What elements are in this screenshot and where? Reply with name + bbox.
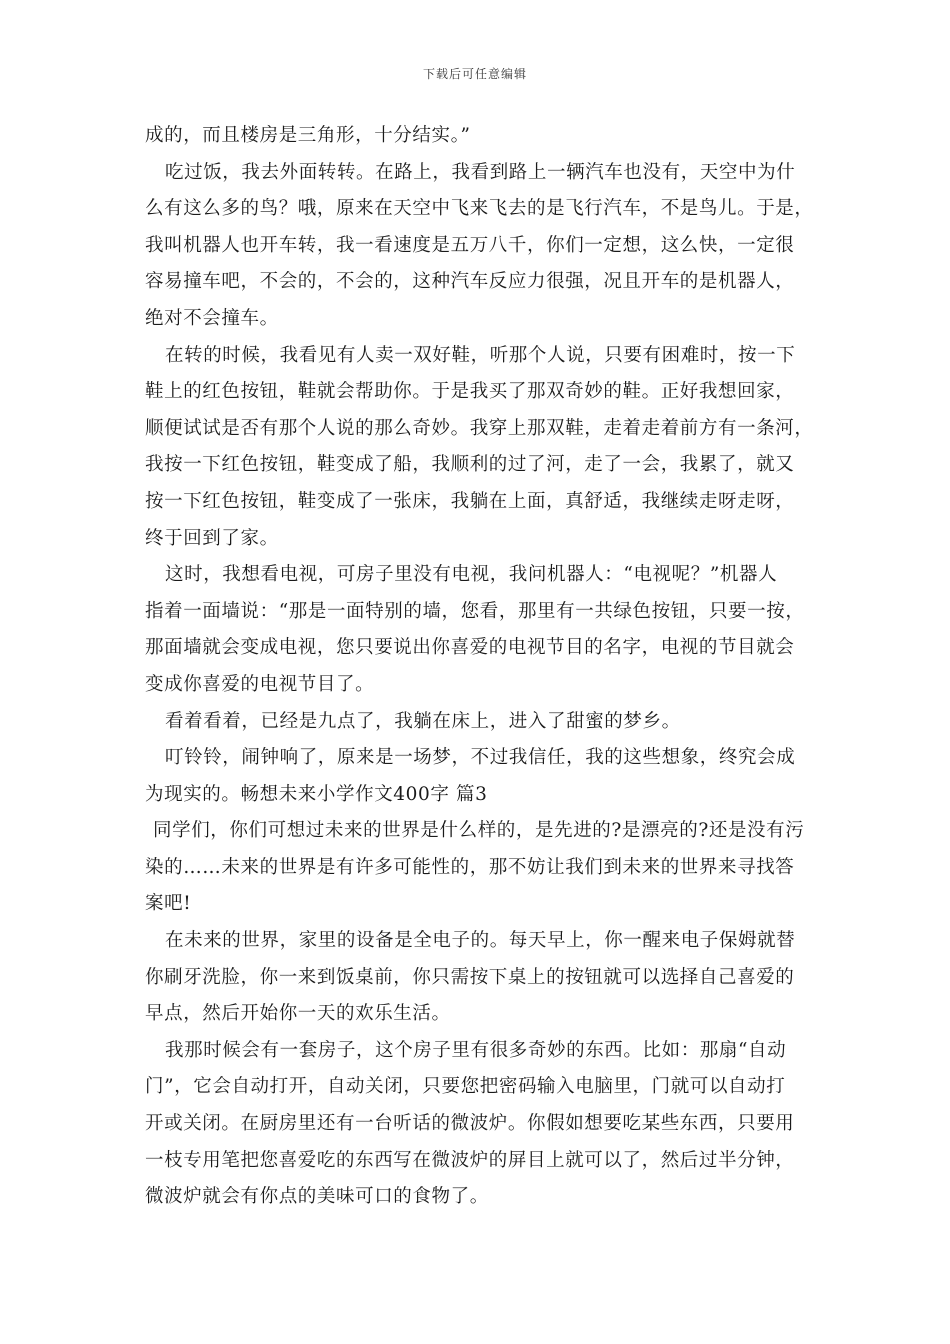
text-line: 早点，然后开始你一天的欢乐生活。	[145, 1003, 451, 1025]
text-line: 那面墙就会变成电视，您只要说出你喜爱的电视节目的名字，电视的节目就会	[145, 637, 795, 659]
text-line: 你刷牙洗脸，你一来到饭桌前，你只需按下桌上的按钮就可以选择自己喜爱的	[145, 966, 795, 988]
paragraph-start-line: 叮铃铃，闹钟响了，原来是一场梦，不过我信任，我的这些想象，终究会成	[165, 747, 796, 769]
paragraph-start-line: 同学们，你们可想过未来的世界是什么样的，是先进的?是漂亮的?还是没有污	[153, 820, 805, 842]
text-line: 鞋上的红色按钮，鞋就会帮助你。于是我买了那双奇妙的鞋。正好我想回家，	[145, 381, 795, 403]
text-line: 成的，而且楼房是三角形，十分结实。”	[145, 125, 471, 146]
text-line: 么有这么多的鸟？哦，原来在天空中飞来飞去的是飞行汽车，不是鸟儿。于是，	[145, 198, 814, 220]
paragraph-start-line: 看着看着，已经是九点了，我躺在床上，进入了甜蜜的梦乡。	[165, 710, 681, 732]
text-line: 容易撞车吧，不会的，不会的，这种汽车反应力很强，况且开车的是机器人，	[145, 271, 795, 293]
paragraph-start-line: 这时，我想看电视，可房子里没有电视，我问机器人：“电视呢？”机器人	[165, 564, 778, 586]
text-line: 指着一面墙说：“那是一面特别的墙，您看，那里有一共绿色按钮，只要一按，	[145, 600, 805, 622]
text-line: 按一下红色按钮，鞋变成了一张床，我躺在上面，真舒适，我继续走呀走呀，	[145, 490, 795, 512]
text-line: 我按一下红色按钮，鞋变成了船，我顺利的过了河，走了一会，我累了，就又	[145, 454, 795, 476]
paragraph-start-line: 在未来的世界，家里的设备是全电子的。每天早上，你一醒来电子保姆就替	[165, 930, 796, 952]
text-line: 案吧!	[145, 893, 192, 915]
text-line: 开或关闭。在厨房里还有一台听话的微波炉。你假如想要吃某些东西，只要用	[145, 1113, 795, 1135]
text-line: 绝对不会撞车。	[145, 307, 279, 329]
text-line: 变成你喜爱的电视节目了。	[145, 673, 375, 695]
paragraph-start-line: 在转的时候，我看见有人卖一双好鞋，听那个人说，只要有困难时，按一下	[165, 344, 796, 366]
document-body	[145, 118, 815, 1216]
text-line: 微波炉就会有你点的美味可口的食物了。	[145, 1186, 489, 1208]
paragraph-start-line: 我那时候会有一套房子，这个房子里有很多奇妙的东西。比如：那扇“自动	[165, 1039, 787, 1061]
text-line: 终于回到了家。	[145, 527, 279, 549]
text-line: 染的……未来的世界是有许多可能性的，那不妨让我们到未来的世界来寻找答	[145, 856, 795, 878]
text-line: 顺便试试是否有那个人说的那么奇妙。我穿上那双鞋，走着走着前方有一条河，	[145, 417, 814, 439]
text-line: 一枝专用笔把您喜爱吃的东西写在微波炉的屏目上就可以了，然后过半分钟，	[145, 1149, 795, 1171]
text-line: 门”，它会自动打开，自动关闭，只要您把密码输入电脑里，门就可以自动打	[145, 1076, 786, 1098]
page-header: 下载后可任意编辑	[422, 67, 527, 81]
text-line: 我叫机器人也开车转，我一看速度是五万八千，你们一定想，这么快，一定很	[145, 234, 795, 256]
text-line: 为现实的。畅想未来小学作文400字 篇3	[145, 783, 488, 805]
paragraph-start-line: 吃过饭，我去外面转转。在路上，我看到路上一辆汽车也没有，天空中为什	[165, 161, 796, 183]
